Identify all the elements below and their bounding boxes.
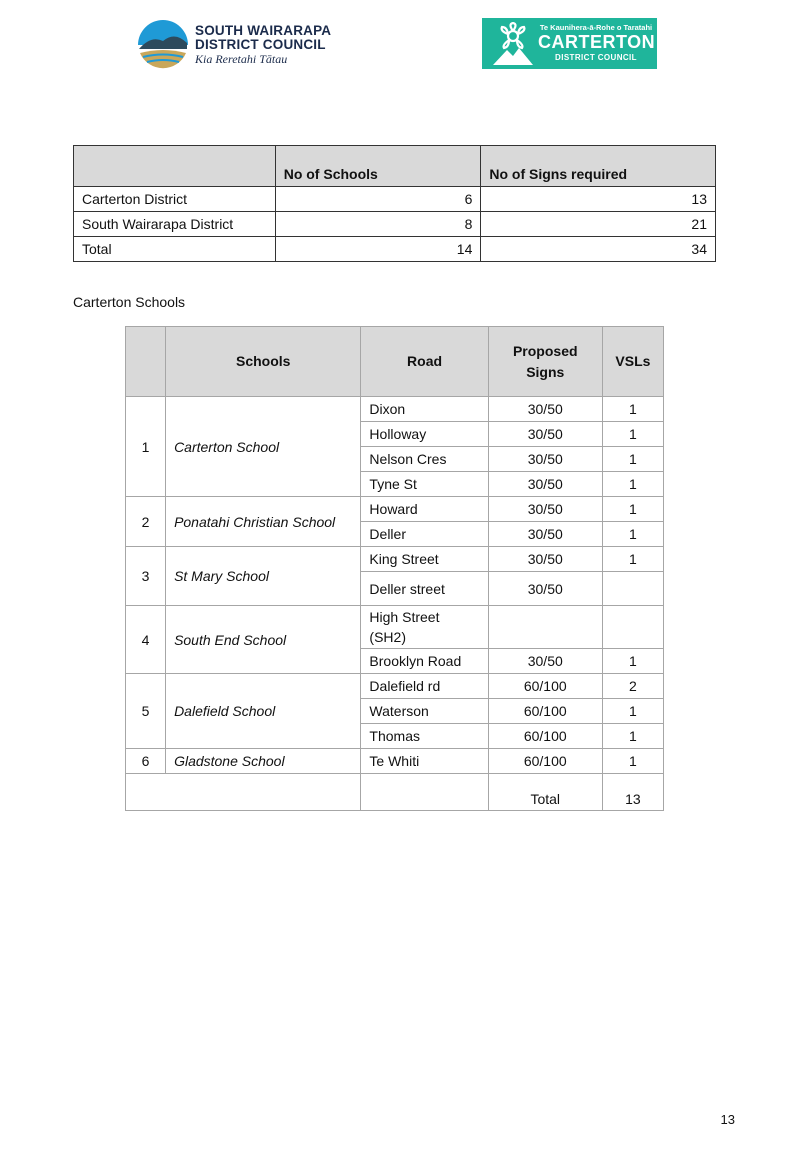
road-cell-line1: High Street <box>369 609 440 625</box>
table-row <box>126 547 664 572</box>
total-blank-cell <box>126 774 361 811</box>
school-number: 4 <box>126 606 166 674</box>
header-num <box>126 327 166 397</box>
summary-total-row <box>74 237 716 262</box>
header-vsls: VSLs <box>602 327 663 397</box>
swdc-logo-tagline: Kia Reretahi Tātau <box>195 52 288 66</box>
summary-header-schools: No of Schools <box>275 146 481 187</box>
summary-header-row <box>74 146 716 187</box>
summary-signs: 34 <box>481 237 716 262</box>
vsls-cell: 1 <box>602 547 663 572</box>
road-cell: Dalefield rd <box>361 674 488 699</box>
summary-signs: 13 <box>481 187 716 212</box>
signs-cell: 60/100 <box>488 674 602 699</box>
schools-header-row <box>126 327 664 397</box>
summary-schools: 6 <box>275 187 481 212</box>
header-proposed-signs-line1: Proposed <box>512 342 578 359</box>
swdc-emblem-icon <box>137 19 189 71</box>
vsls-cell <box>602 606 663 649</box>
road-cell: King Street <box>361 547 488 572</box>
signs-cell: 30/50 <box>488 497 602 522</box>
schools-table <box>125 326 664 811</box>
school-name: Gladstone School <box>166 749 361 774</box>
school-number: 5 <box>126 674 166 749</box>
section-caption: Carterton Schools <box>73 294 186 310</box>
road-cell: Brooklyn Road <box>361 649 488 674</box>
school-number: 1 <box>126 397 166 497</box>
road-cell: Deller <box>361 522 488 547</box>
vsls-cell: 1 <box>602 397 663 422</box>
swdc-logo <box>137 19 337 71</box>
table-row <box>126 397 664 422</box>
school-name: Dalefield School <box>166 674 361 749</box>
signs-cell: 30/50 <box>488 447 602 472</box>
page-number: 13 <box>720 1112 735 1127</box>
total-blank-road-cell <box>361 774 488 811</box>
school-name: Carterton School <box>166 397 361 497</box>
signs-cell: 30/50 <box>488 422 602 447</box>
vsls-cell: 1 <box>602 522 663 547</box>
signs-cell: 30/50 <box>488 649 602 674</box>
school-number: 6 <box>126 749 166 774</box>
swdc-logo-line1: SOUTH WAIRARAPA <box>195 23 332 38</box>
vsls-cell: 1 <box>602 649 663 674</box>
total-value: 13 <box>602 774 663 811</box>
cdc-logo-subtitle: DISTRICT COUNCIL <box>555 53 637 62</box>
signs-cell: 60/100 <box>488 699 602 724</box>
signs-cell <box>488 606 602 649</box>
summary-schools: 14 <box>275 237 481 262</box>
signs-cell: 60/100 <box>488 749 602 774</box>
road-cell: Nelson Cres <box>361 447 488 472</box>
school-name: St Mary School <box>166 547 361 606</box>
vsls-cell: 2 <box>602 674 663 699</box>
table-row <box>126 674 664 699</box>
cdc-logo-name: CARTERTON <box>538 32 656 52</box>
vsls-cell: 1 <box>602 472 663 497</box>
road-cell: Thomas <box>361 724 488 749</box>
daffodil-icon <box>490 22 536 66</box>
summary-signs: 21 <box>481 212 716 237</box>
header-schools: Schools <box>166 327 361 397</box>
vsls-cell: 1 <box>602 497 663 522</box>
road-cell: Tyne St <box>361 472 488 497</box>
vsls-cell: 1 <box>602 749 663 774</box>
cdc-logo <box>482 18 657 69</box>
summary-schools: 8 <box>275 212 481 237</box>
vsls-cell: 1 <box>602 447 663 472</box>
swdc-logo-line2: DISTRICT COUNCIL <box>195 37 326 52</box>
summary-header-signs: No of Signs required <box>481 146 716 187</box>
road-cell: Dixon <box>361 397 488 422</box>
table-row <box>126 497 664 522</box>
road-cell-line2: (SH2) <box>369 629 406 645</box>
header-road: Road <box>361 327 488 397</box>
vsls-cell <box>602 572 663 606</box>
vsls-cell: 1 <box>602 724 663 749</box>
signs-cell: 30/50 <box>488 397 602 422</box>
road-cell: Holloway <box>361 422 488 447</box>
summary-district: Carterton District <box>74 187 276 212</box>
signs-cell: 30/50 <box>488 572 602 606</box>
summary-district: South Wairarapa District <box>74 212 276 237</box>
road-cell: Waterson <box>361 699 488 724</box>
table-row <box>126 606 664 649</box>
summary-row <box>74 212 716 237</box>
vsls-cell: 1 <box>602 699 663 724</box>
total-label: Total <box>488 774 602 811</box>
signs-cell: 30/50 <box>488 522 602 547</box>
road-cell: Deller street <box>361 572 488 606</box>
header-proposed-signs <box>488 327 602 397</box>
summary-table <box>73 145 716 262</box>
road-cell: Howard <box>361 497 488 522</box>
signs-cell: 30/50 <box>488 472 602 497</box>
signs-cell: 30/50 <box>488 547 602 572</box>
summary-header-district <box>74 146 276 187</box>
table-row <box>126 749 664 774</box>
summary-row <box>74 187 716 212</box>
school-number: 2 <box>126 497 166 547</box>
cdc-logo-tagline: Te Kaunihera-ā-Rohe o Taratahi <box>539 23 653 32</box>
signs-cell: 60/100 <box>488 724 602 749</box>
road-cell: Te Whiti <box>361 749 488 774</box>
school-name: Ponatahi Christian School <box>166 497 361 547</box>
total-row <box>126 774 664 811</box>
header-proposed-signs-line2: Signs <box>526 363 565 380</box>
school-name: South End School <box>166 606 361 674</box>
road-cell <box>361 606 488 649</box>
summary-district: Total <box>74 237 276 262</box>
vsls-cell: 1 <box>602 422 663 447</box>
school-number: 3 <box>126 547 166 606</box>
